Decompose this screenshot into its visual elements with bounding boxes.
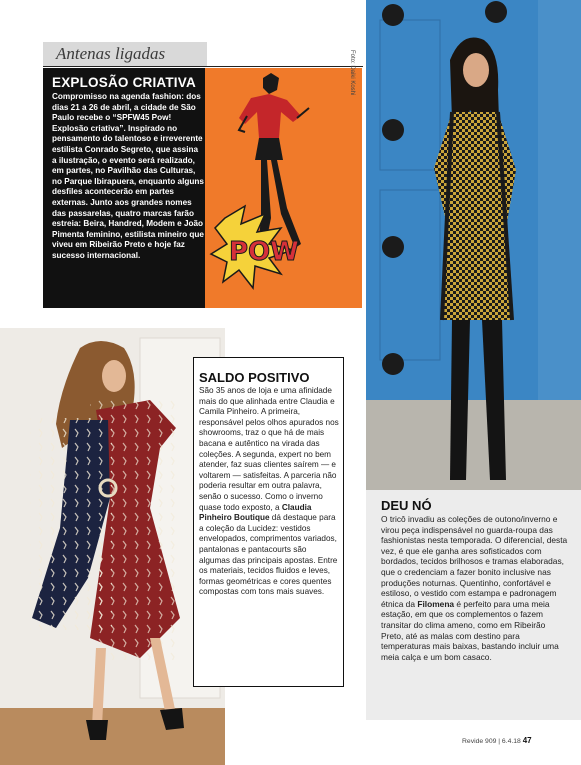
folio-issue: Revide 909 | 6.4.18 [462,738,521,745]
page-folio [462,736,532,745]
pow-illustration [205,68,362,308]
folio-page-number: 47 [522,736,532,745]
explosao-body-part2: . Inspirado no pensamento do talentoso e irreverente estilista Conrado Segreto, que assina a ilustração, o evento será realizado, em partes, no Pavilhão das Culturas, no Parque Ibirapuera, enquanto alguns desfiles acontecerão em partes externas. Junto aos grandes nomes das passarelas, quatro marcas farão estreia: Beira, Handred, Modem e João Pimenta feminino, estilista mineiro que viveu em Ribeirão Preto e hoje faz sucesso internacional. [52,123,204,260]
section-title: Antenas ligadas [56,44,166,63]
deu-no-body-part1: O tricô invadiu as coleções de outono/inverno e virou peça indispensável no guarda-roupa das fashionistas nesta temporada. O diferencial, desta vez, é que ele ganha ares sofisticados com bordados, tecidos brilhosos e tramas elaboradas, que o credenciam a fazer bonito inclusive nas produções noturnas. Quentinho, confortável e estiloso, o vestido com estampa e padronagem étnica da [381,514,568,609]
photo-credit: Foto: Daiki Koshi [349,50,355,96]
pow-illustration-art [205,68,362,308]
explosao-body [52,92,204,262]
deu-no-highlight: Filomena [417,598,455,609]
deu-no-body-part2: é perfeito para uma meia estação, em que os complementos o fazem transitar do clima ameno, como em Ribeirão Preto, até as malas com destino para temperaturas mais baixas, bastando incluir uma meia calça e um bom casaco. [381,598,559,662]
saldo-body-part1: São 35 anos de loja e uma afinidade mais do que alinhada entre Claudia e Camila Pinheiro. A primeira, responsável pelos olhos apurados nos showrooms, traz o que há de mais bacana e autêntico na virada das coleções. A segunda, expert no bem atender, faz suas clientes saírem — e voltarem — satisfeitas. A parceria não poderia resultar em outra palavra, senão o sucesso. Como o inverno quase todo exposto, a [199,386,339,512]
deu-no-body [381,514,569,662]
explosao-title: EXPLOSÃO CRIATIVA [52,75,196,90]
explosao-body-part1: Compromisso na agenda fashion: dos dias 21 a 26 de abril, a cidade de São Paulo recebe o [52,92,201,123]
wrap-dress-photo-art [0,328,225,765]
section-rule [43,66,363,67]
deu-no-title: DEU NÓ [381,498,432,513]
saldo-title: SALDO POSITIVO [199,370,310,385]
pow-text: POW [229,237,299,267]
saldo-highlight: Claudia Pinheiro Boutique [199,502,312,523]
wrap-dress-photo [0,328,225,765]
saldo-body-part2: dá destaque para a coleção da Lucidez: vestidos envelopados, comprimentos variados, pantalonas e pantacourts são algumas das principais apostas. Entre os materiais, tecidos fluidos e leves, formas geométricas e cores quentes compostas com tons mais suaves. [199,513,338,597]
knit-dress-photo-art [366,0,581,490]
explosao-highlight: “SPFW45 Pow! Explosão criativa” [52,113,172,133]
saldo-body [199,386,339,598]
knit-dress-photo [366,0,581,490]
